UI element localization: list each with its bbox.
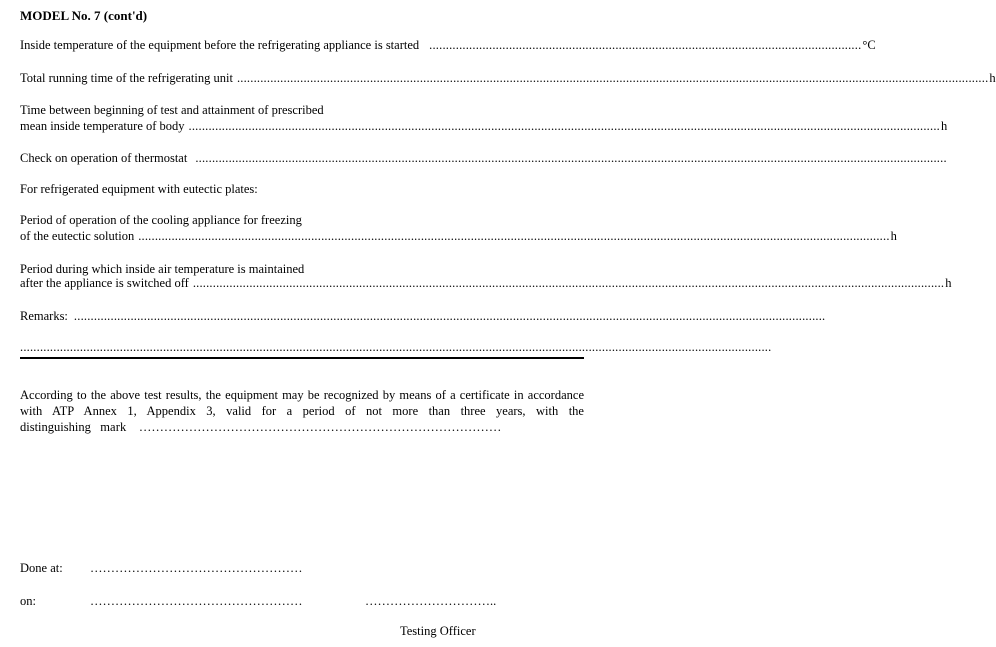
unit-label: h [890,229,897,243]
fill-in-blank[interactable]: .................................................................................................................................. [429,38,862,52]
testing-officer-label: Testing Officer [400,624,476,638]
field-label: Total running time of the refrigerating unit [20,71,233,85]
fill-in-blank[interactable]: .................................................................................................................................................................................................................................. [236,71,989,85]
fill-in-blank[interactable]: .................................................................................................................................................................................................................................. [73,309,826,323]
field-label: Remarks: [20,309,68,323]
fill-in-blank[interactable]: .................................................................................................................................................................................................................................. [195,151,947,165]
field-label-line1: Period of operation of the cooling appliance for freezing [20,213,302,227]
field-label: mean inside temperature of body [20,119,185,133]
unit-label: h [940,119,948,133]
field-running-time [20,71,996,86]
section-divider [20,357,584,359]
done-at-fill-in-blank[interactable]: …………………………………………… [90,561,303,575]
date-fill-in-blank[interactable]: …………………………………………… [90,594,303,608]
mark-label: mark [100,420,127,434]
mark-fill-in-blank[interactable]: …………………………………………………………………………… [138,420,502,434]
field-inside-temperature [20,38,876,53]
unit-label: h [945,276,952,290]
fill-in-blank[interactable]: .................................................................................................................................................................................................................................. [188,119,940,133]
field-remarks-continued [20,340,772,355]
unit-label: °C [862,38,876,52]
field-thermostat-check [20,151,947,166]
field-remarks [20,309,826,324]
conclusion-paragraph [20,387,584,435]
fill-in-blank[interactable]: .................................................................................................................................................................................................................................. [192,276,945,290]
field-time-to-mean-temperature [20,119,948,134]
fill-in-blank[interactable]: .................................................................................................................................................................................................................................. [20,340,772,354]
unit-label: h [989,71,996,85]
field-label: Check on operation of thermostat [20,151,188,165]
field-maintained-period [20,276,952,291]
field-freezing-period [20,229,897,244]
fill-in-blank[interactable]: .................................................................................................................................................................................................................................. [138,229,890,243]
done-at-label: Done at: [20,561,63,575]
page-title: MODEL No. 7 (cont'd) [20,8,148,23]
conclusion-text: According to the above test results, the equipment may be recognized by means of a certificate in accordance with ATP Annex 1, Appendix 3, valid for a period of not more than three years, with the distinguishing [20,388,584,434]
date-label: on: [20,594,36,608]
field-label-line1: Time between beginning of test and attainment of prescribed [20,103,324,117]
field-label: after the appliance is switched off [20,276,189,290]
field-label-line1: Period during which inside air temperature is maintained [20,262,305,276]
section-heading-eutectic: For refrigerated equipment with eutectic plates: [20,182,258,196]
officer-signature-blank[interactable]: ………………………….. [365,594,497,608]
field-label: of the eutectic solution [20,229,135,243]
field-label: Inside temperature of the equipment before the refrigerating appliance is started [20,38,420,52]
